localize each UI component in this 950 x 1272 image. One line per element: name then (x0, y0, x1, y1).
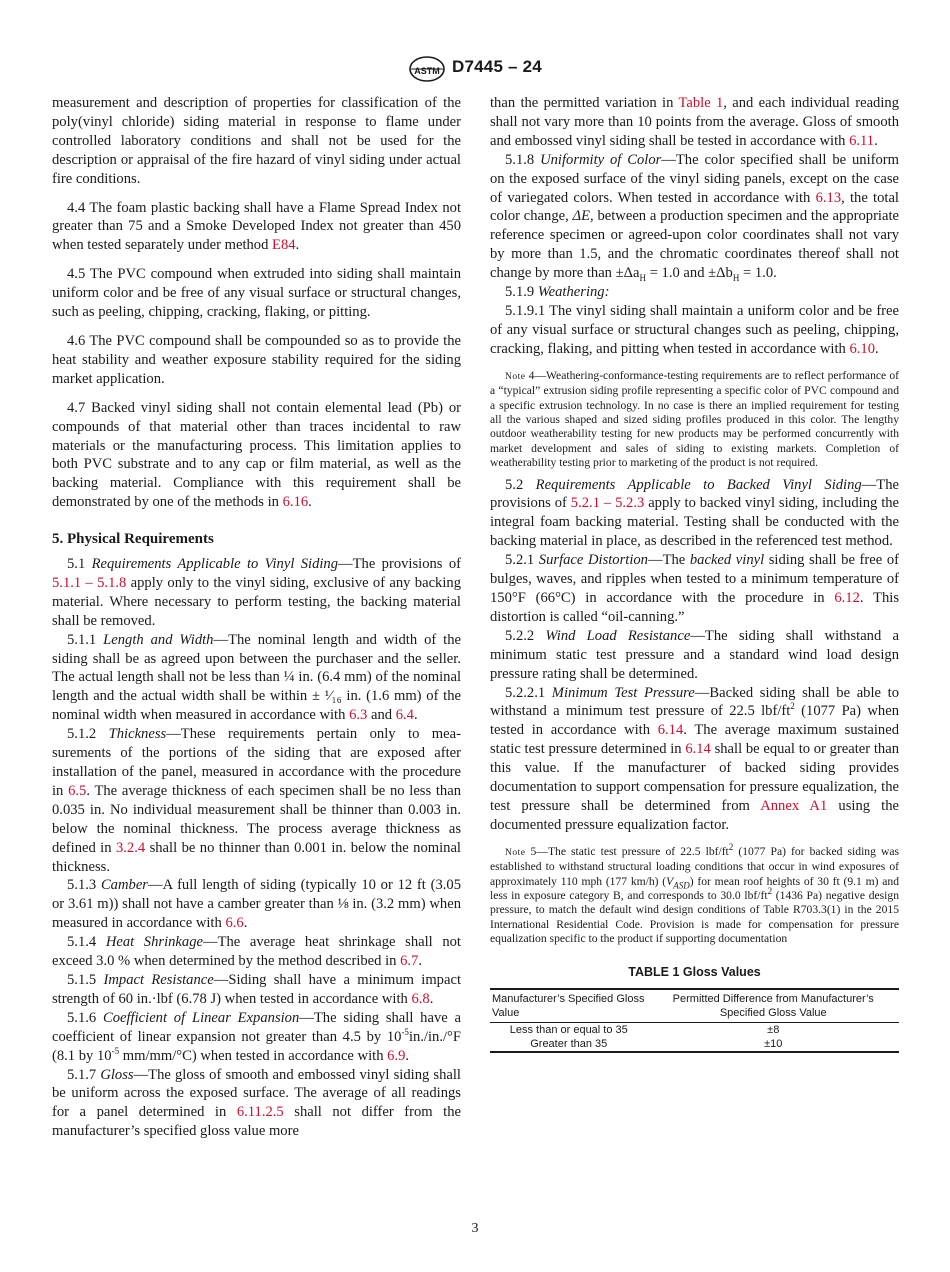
document-id: D7445 – 24 (452, 57, 542, 76)
astm-logo-icon (407, 56, 447, 82)
link-6-11[interactable]: 6.11 (849, 132, 875, 149)
paragraph-5-1-5: 5.1.5 Impact Resistance—Siding shall have a minimum impact strength of 60 in.·lbf (6.78 J) when tested in accordance with 6.8. (52, 971, 461, 1007)
link-annex-a1[interactable]: Annex A1 (760, 797, 828, 814)
link-6-6[interactable]: 6.6 (225, 915, 244, 932)
paragraph-4-6: 4.6 The PVC compound shall be compounded so as to provide the heat stability and weather exposure stability required for the siding market application. (52, 332, 461, 387)
paragraph-5-1: 5.1 Requirements Applicable to Vinyl Siding—The provisions of 5.1.1 – 5.1.8 apply only to the vinyl siding, exclusive of any backing material. Where necessary to perform testing, the backing material shall be removed. (52, 556, 461, 629)
link-6-4[interactable]: 6.4 (395, 707, 414, 724)
paragraph-5-2-1: 5.2.1 Surface Distortion—The backed vinyl siding shall be free of bulges, waves, and ripples when tested to a minimum temperature of 150°F (66°C) in accordance with the procedure in 6.12. This distortion is called “oil-canning.” (490, 552, 899, 625)
paragraph-5-1-7-continued: than the permitted variation in Table 1, and each individual reading shall not vary more than 10 points from the average. Gloss of smooth and embossed vinyl siding shall be tested in accordance with 6.11. (490, 95, 899, 149)
link-6-3[interactable]: 6.3 (349, 707, 368, 724)
paragraph-5-1-9-1: 5.1.9.1 The vinyl siding shall maintain a uniform color and be free of any visual surface or structural changes such as peeling, chipping, cracking, flaking, and pitting when tested in accordance with 6.10. (490, 302, 899, 357)
link-3-2-4[interactable]: 3.2.4 (115, 839, 146, 856)
link-6-14-second[interactable]: 6.14 (685, 741, 711, 758)
paragraph-5-1-2: 5.1.2 Thickness—These requirements pertain only to measurements of the portions of the siding that are exposed after installation of the panel, measured in accordance with the procedure in 6.5. The average thickness of each specimen shall be no less than 0.035 in. No individual measurement shall be thinner than 0.003 in. below the nominal thickness. The process average thickness as defined in 3.2.4 shall be no thinner than 0.001 in. below the nominal thickness. (52, 726, 462, 875)
link-6-12[interactable]: 6.12 (834, 589, 860, 606)
link-6-13[interactable]: 6.13 (815, 189, 842, 206)
paragraph-5-1-8: 5.1.8 Uniformity of Color—The color specified shall be uniform on the exposed surface of the vinyl siding panels, except on the case of variegated colors. When tested in accordance with 6.13, the total color change, ΔE, between a production specimen and the appropriate reference specimen or agreed-upon color coordinates shall not vary by more than 1.5, and the chromatic coordinates thereof shall not change by more than $\pm\Delta a_H = 1.0$ and $\pm\Delta b_H = 1.0$. (490, 151, 899, 284)
paragraph-4-5: 4.5 The PVC compound when extruded into siding shall maintain uniform color and be free of any visual surface or structural changes, such as peeling, chipping, cracking, flaking, or pitting. (52, 266, 461, 321)
paragraph-4-3-continued: measurement and description of properties for classification of the poly(vinyl chloride) siding material in response to flame under controlled laboratory conditions and shall not be used for the description or appraisal of the fire hazard of vinyl siding under actual fire conditions. (52, 95, 461, 187)
table-header-permitted-difference: Permitted Difference from Manufacturer’s Specified Gloss Value (672, 992, 874, 1019)
section-5-heading: 5. Physical Requirements (52, 531, 214, 548)
paragraph-5-1-6: 5.1.6 Coefficient of Linear Expansion—The siding shall have a coefficient of linear expansion not greater than 4.5 by $10^{-5}in./in./^\circ F$ (8.1 by $10^{-5}$ mm/mm/°C) when tested in accordance with 6.9. (52, 1009, 461, 1064)
paragraph-5-1-4: 5.1.4 Heat Shrinkage—The average heat shrinkage shall not exceed 3.0 % when determined by the method described in 6.7. (52, 934, 461, 970)
paragraph-5-1-9: 5.1.9 Weathering: (505, 284, 610, 301)
link-6-10[interactable]: 6.10 (849, 340, 875, 357)
table-1-title: TABLE 1 Gloss Values (628, 964, 761, 979)
page-header (0, 56, 950, 82)
paragraph-5-2: 5.2 Requirements Applicable to Backed Vinyl Siding—The provisions of 5.2.1 – 5.2.3 apply to backed vinyl siding, including the integral foam backing material. Testing shall be conducted with the backing material in place, as described in the referenced test method. (490, 476, 900, 550)
table-cell: ±8 (767, 1023, 780, 1036)
table-row (490, 1022, 899, 1037)
table-header-row (490, 989, 899, 1023)
paragraph-5-2-2: 5.2.2 Wind Load Resistance—The siding shall withstand a minimum static test pressure and a standard wind load design pressure rating shall be determined. (490, 627, 899, 682)
link-6-9[interactable]: 6.9 (387, 1047, 406, 1064)
link-6-16[interactable]: 6.16 (282, 494, 309, 511)
paragraph-5-1-3: 5.1.3 Camber—A full length of siding (typically 10 or 12 ft (3.05 or 3.61 m)) shall not have a camber greater than ⅛ in. (3.2 mm) when measured in accordance with 6.6. (52, 877, 461, 932)
table-cell: Greater than 35 (530, 1037, 608, 1050)
paragraph-4-7: 4.7 Backed vinyl siding shall not contain elemental lead (Pb) or compounds of that material other than traces incidental to raw materials or the manufacturing process. This limitation applies to both PVC substrate and to any cap or film material, as well as the backing material. Compliance with this requirement shall be demonstrated by one of the methods in 6.16. (52, 399, 461, 511)
paragraph-4-4: 4.4 The foam plastic backing shall have a Flame Spread Index not greater than 75 and a Smoke Developed Index not greater than 450 when tested separately under method E84. (52, 199, 461, 254)
link-5-1-1-to-5-1-8[interactable]: 5.1.1 – 5.1.8 (52, 574, 127, 591)
link-5-2-1-to-5-2-3[interactable]: 5.2.1 – 5.2.3 (570, 495, 645, 512)
gloss-values-table (490, 988, 899, 1053)
note-5: Note 5—The static test pressure of 22.5 lbf/$ft^2$ (1077 Pa) for backed siding was established to withstand structural loading conditions that occur in wind exposures of approximately 110 mph (177 km/h) $(V_{ASD})$ for mean roof heights of 30 ft (9.1 m) and less in exposure category B, and corresponds to 30.0 lbf/$ft^2$ (1436 Pa) negative design pressure, to match the default wind design conditions of Table R703.3(1) in the 2015 International Residential Code. Provision is made for compensation for pressure equalization specific to the product if supporting documentation (490, 841, 899, 946)
table-row (490, 1037, 899, 1052)
table-cell: Less than or equal to 35 (509, 1023, 628, 1036)
link-e84[interactable]: E84 (272, 237, 296, 254)
page-number: 3 (471, 1221, 479, 1236)
link-6-7[interactable]: 6.7 (400, 953, 419, 970)
link-6-5[interactable]: 6.5 (68, 782, 87, 799)
right-column (490, 94, 899, 1053)
note-4: Note 4—Weathering-conformance-testing requirements are to reflect performance of a “typical” extrusion siding profile representing a specific color of PVC compound and a specific extrusion technology. In no case is there an implied requirement for testing all the various shaped and sized siding profiles produced in this color. The lengthy outdoor weatherability testing for new products may be performed concurrently with market development and sales of siding to existing markets. Completion of weatherability testing prior to marketing of the product is not required. (490, 368, 899, 470)
link-table-1[interactable]: Table 1 (678, 95, 724, 111)
paragraph-5-2-2-1: 5.2.2.1 Minimum Test Pressure—Backed siding shall be able to withstand a minimum test pressure of 22.5 lbf/$ft^2$ (1077 Pa) when tested in accordance with 6.14. The average maximum sustained static test pressure determined in 6.14 shall be equal to or greater than this value. If the manufacturer of backed siding provides documentation to support compensation for pressure equalization, the test pressure shall be determined from Annex A1 using the documented pressure equalization factor. (490, 684, 899, 833)
left-column (52, 94, 461, 1141)
link-6-14[interactable]: 6.14 (657, 722, 684, 739)
paragraph-5-1-1: 5.1.1 Length and Width—The nominal length and width of the siding shall be as agreed upon between the purchaser and the seller. The actual length shall not be less than ¼ in. (6.4 mm) of the nominal length and the actual width shall be within ± ¹⁄₁₆ in. (1.6 mm) of the nominal width when measured in accordance with 6.3 and 6.4. (52, 631, 461, 724)
paragraph-5-1-7: 5.1.7 Gloss—The gloss of smooth and embossed vinyl siding shall be uniform across the exposed surface. The average of all readings for a panel determined in 6.11.2.5 shall not differ from the manufacturer’s specified gloss value more (52, 1066, 461, 1140)
table-cell: ±10 (764, 1037, 783, 1050)
link-6-8[interactable]: 6.8 (411, 990, 430, 1007)
table-header-specified-gloss: Manufacturer’s Specified Gloss Value (492, 992, 645, 1019)
link-6-11-2-5[interactable]: 6.11.2.5 (236, 1104, 284, 1121)
logo-text: ASTM (414, 66, 440, 76)
